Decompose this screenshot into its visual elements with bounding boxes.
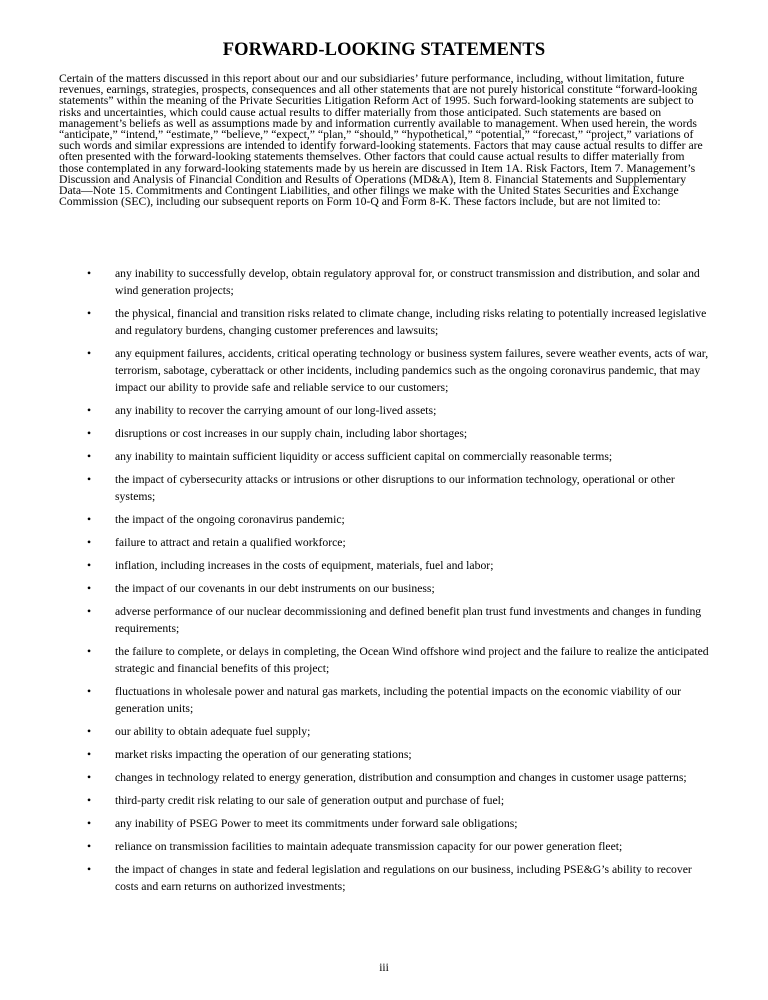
list-item-text: changes in technology related to energy generation, distribution and consumption and changes in customer usage patterns; <box>115 771 687 784</box>
bullet-icon: • <box>87 450 92 463</box>
list-item-text: any inability to maintain sufficient liquidity or access sufficient capital on commercially reasonable terms; <box>115 450 613 463</box>
list-item <box>0 769 712 786</box>
bullet-icon: • <box>87 267 92 280</box>
list-item <box>0 815 712 832</box>
page-title: FORWARD-LOOKING STATEMENTS <box>222 40 546 60</box>
bullet-icon: • <box>87 794 92 807</box>
list-item <box>0 425 712 442</box>
list-item <box>0 557 712 574</box>
list-item-text: any equipment failures, accidents, critical operating technology or business system failures, severe weather events, acts of war, terrorism, sabotage, cyberattack or other incidents, including pandemics such as the ongoing coronavirus pandemic, that may impact our ability to provide safe and reliable service to our customers; <box>115 347 709 394</box>
bullet-icon: • <box>87 307 92 320</box>
list-item <box>0 746 712 763</box>
list-item <box>0 580 712 597</box>
list-item <box>0 305 712 339</box>
list-item <box>0 643 712 677</box>
list-item <box>0 723 712 740</box>
list-item-text: our ability to obtain adequate fuel supply; <box>115 725 311 738</box>
list-item <box>0 861 712 895</box>
list-item <box>0 265 712 299</box>
list-item <box>0 683 712 717</box>
list-item-text: the impact of changes in state and federal legislation and regulations on our business, including PSE&G’s ability to recover costs and earn returns on authorized investments; <box>115 863 692 893</box>
list-item <box>0 402 712 419</box>
bullet-icon: • <box>87 347 92 360</box>
list-item <box>0 838 712 855</box>
bullet-icon: • <box>87 513 92 526</box>
list-item-text: third-party credit risk relating to our sale of generation output and purchase of fuel; <box>115 794 505 807</box>
risk-factor-list <box>0 265 768 901</box>
list-item <box>0 345 712 396</box>
list-item <box>0 471 712 505</box>
list-item <box>0 534 712 551</box>
list-item-text: any inability to successfully develop, obtain regulatory approval for, or construct transmission and distribution, and solar and wind generation projects; <box>115 267 700 297</box>
list-item-text: any inability to recover the carrying amount of our long-lived assets; <box>115 404 437 417</box>
intro-paragraph: Certain of the matters discussed in this report about our and our subsidiaries’ future performance, including, without limitation, future revenues, earnings, strategies, prospects, consequences and all other statements that are not purely historical constitute “forward-looking statements” within the meaning of the Private Securities Litigation Reform Act of 1995. Such forward-looking statements are subject to risks and uncertainties, which could cause actual results to differ materially from those anticipated. Such statements are based on management’s beliefs as well as assumptions made by and information currently available to management. When used herein, the words “anticipate,” “intend,” “estimate,” “believe,” “expect,” “plan,” “should,” “hypothetical,” “potential,” “forecast,” “project,” variations of such words and similar expressions are intended to identify forward-looking statements. Factors that may cause actual results to differ are often presented with the forward-looking statements themselves. Other factors that could cause actual results to differ materially from those contemplated in any forward-looking statements made by us herein are discussed in Item 1A. Risk Factors, Item 7. Management’s Discussion and Analysis of Financial Condition and Results of Operations (MD&A), Item 8. Financial Statements and Supplementary Data—Note 15. Commitments and Contingent Liabilities, and other filings we make with the United States Securities and Exchange Commission (SEC), including our subsequent reports on Form 10-Q and Form 8-K. These factors include, but are not limited to: <box>59 72 703 209</box>
bullet-icon: • <box>87 771 92 784</box>
list-item-text: the impact of cybersecurity attacks or intrusions or other disruptions to our information technology, operational or other systems; <box>115 473 675 503</box>
bullet-icon: • <box>87 404 92 417</box>
list-item <box>0 603 712 637</box>
bullet-icon: • <box>87 536 92 549</box>
list-item-text: inflation, including increases in the costs of equipment, materials, fuel and labor; <box>115 559 494 572</box>
list-item-text: disruptions or cost increases in our supply chain, including labor shortages; <box>115 427 468 440</box>
bullet-icon: • <box>87 559 92 572</box>
bullet-icon: • <box>87 473 92 486</box>
list-item <box>0 511 712 528</box>
bullet-icon: • <box>87 645 92 658</box>
bullet-icon: • <box>87 427 92 440</box>
list-item <box>0 792 712 809</box>
bullet-icon: • <box>87 605 92 618</box>
list-item <box>0 448 712 465</box>
bullet-icon: • <box>87 863 92 876</box>
list-item-text: the physical, financial and transition risks related to climate change, including risks relating to potentially increased legislative and regulatory burdens, changing customer preferences and lawsuits; <box>115 307 707 337</box>
list-item-text: reliance on transmission facilities to maintain adequate transmission capacity for our power generation fleet; <box>115 840 623 853</box>
list-item-text: the failure to complete, or delays in completing, the Ocean Wind offshore wind project and the failure to realize the anticipated strategic and financial benefits of this project; <box>115 645 709 675</box>
list-item-text: the impact of the ongoing coronavirus pandemic; <box>115 513 345 526</box>
list-item-text: any inability of PSEG Power to meet its commitments under forward sale obligations; <box>115 817 518 830</box>
bullet-icon: • <box>87 582 92 595</box>
bullet-icon: • <box>87 685 92 698</box>
list-item-text: market risks impacting the operation of our generating stations; <box>115 748 412 761</box>
bullet-icon: • <box>87 817 92 830</box>
list-item-text: the impact of our covenants in our debt instruments on our business; <box>115 582 435 595</box>
list-item-text: fluctuations in wholesale power and natural gas markets, including the potential impacts on the economic viability of our generation units; <box>115 685 682 715</box>
list-item-text: failure to attract and retain a qualified workforce; <box>115 536 346 549</box>
bullet-icon: • <box>87 748 92 761</box>
list-item-text: adverse performance of our nuclear decommissioning and defined benefit plan trust fund investments and changes in funding requirements; <box>115 605 702 635</box>
bullet-icon: • <box>87 840 92 853</box>
page-number: iii <box>379 962 389 974</box>
bullet-icon: • <box>87 725 92 738</box>
